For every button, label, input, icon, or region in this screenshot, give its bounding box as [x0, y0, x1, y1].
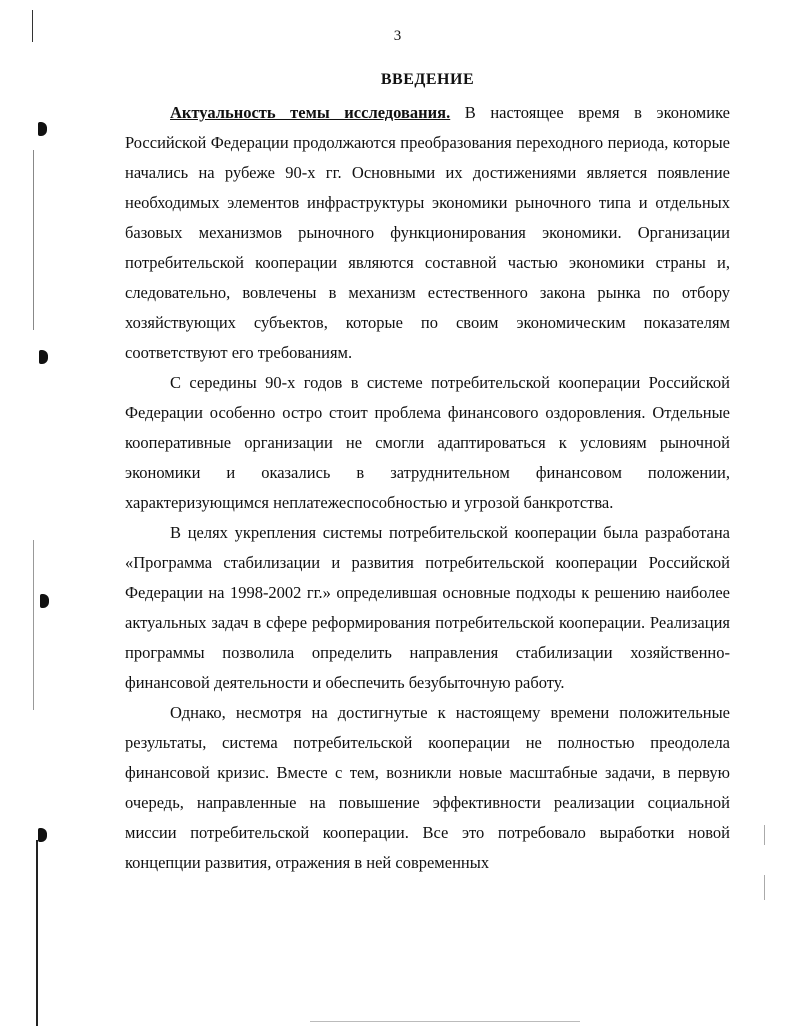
- section-lead: Актуальность темы исследования.: [170, 103, 451, 122]
- paragraph-stabilization-program: В целях укрепления системы потребительской кооперации была разработана «Программа стабилизации и развития потребительской кооперации Российской Федерации на 1998-2002 гг.» определившая основные подходы к решению наиболее актуальных задач в сфере реформирования потребительской кооперации. Реализация программы позволила определить направления стабилизации хозяйственно-финансовой деятельности и обеспечить безубыточную работу.: [125, 523, 730, 692]
- paragraph-relevance: [125, 98, 730, 368]
- page-number: 3: [393, 28, 402, 44]
- scan-edge-line: [764, 875, 765, 900]
- binding-hole-mark: [40, 594, 49, 608]
- paragraph-text: В настоящее время в экономике Российской Федерации продолжаются преобразования переходного периода, которые начались на рубеже 90-х гг. Основными их достижениями является появление необходимых элементов инфраструктуры экономики рыночного типа и отдельных базовых механизмов рыночного функционирования экономики. Организации потребительской кооперации являются составной частью экономики страны и, следовательно, вовлечены в механизм естественного закона рынка по отбору хозяйствующих субъектов, которые по своим экономическим показателям соответствуют его требованиям.: [125, 103, 731, 362]
- document-body: [125, 98, 730, 878]
- binding-hole-mark: [39, 350, 48, 364]
- binding-hole-mark: [38, 122, 47, 136]
- paragraph-financial-recovery: С середины 90-х годов в системе потребительской кооперации Российской Федерации особенно остро стоит проблема финансового оздоровления. Отдельные кооперативные организации не смогли адаптироваться к условиям рыночной экономики и оказались в затруднительном финансовом положении, характеризующимся неплатежеспособностью и угрозой банкротства.: [125, 373, 730, 512]
- page-title: ВВЕДЕНИЕ: [380, 71, 475, 88]
- paragraph-new-concept: Однако, несмотря на достигнутые к настоящему времени положительные результаты, система потребительской кооперации не полностью преодолела финансовой кризис. Вместе с тем, возникли новые масштабные задачи, в первую очередь, направленные на повышение эффективности реализации социальной миссии потребительской кооперации. Все это потребовало выработки новой концепции развития, отражения в ней современных: [125, 703, 730, 872]
- scan-edge-line: [36, 840, 38, 1026]
- scan-edge-line: [33, 150, 34, 330]
- scan-bottom-line: [310, 1021, 580, 1022]
- scan-edge-line: [33, 540, 34, 710]
- binding-hole-mark: [38, 828, 47, 842]
- scan-edge-line: [764, 825, 765, 845]
